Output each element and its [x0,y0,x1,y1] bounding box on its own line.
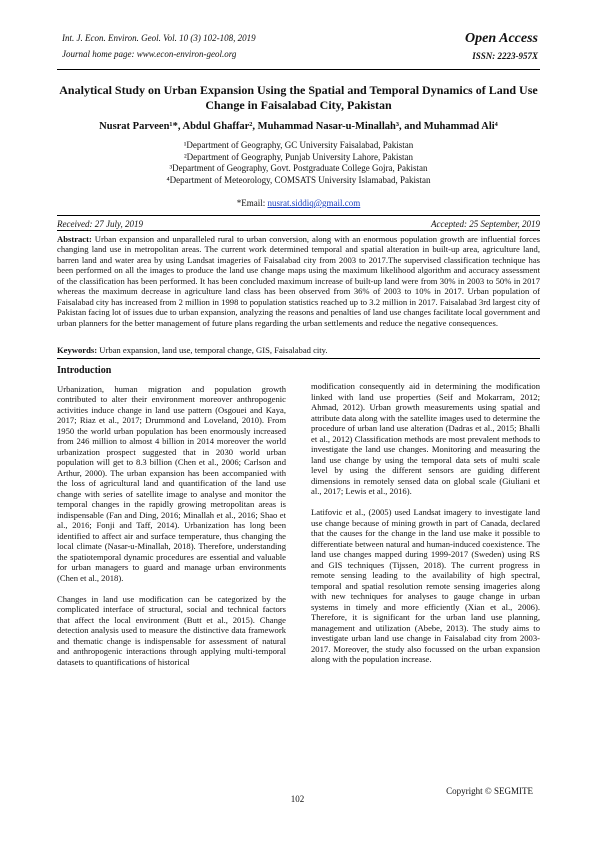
paragraph: Urbanization, human migration and population growth contributed to alter their environment moreover anthropogenic activities induce change in land use pattern (Osgouei and Kaya, 2017; Riaz et al., 2017; Drummond and Loveland, 2010). From 1950 the world urban population has been enormously increased from 246 million to almost 4 billion in 2014 moreover the world urbanization prospect suggested that in 2030 world urban population will get to 8.3 billion (Chen et al., 2006; Carlson and Arthur, 2000). The urban expansion has been accompanied with the loss of agricultural land and quantification of the land use change with series of satellite image to analyse and monitor the temporal changes in the rapidly growing metropolitan areas is indispensable (Fan and Ding, 2016; Minallah et al., 2016; Shao et al., 2016; Fonji and Taff, 2014). Urbanization has long been identified to affect air and surface temperature, thus changing the local climate (Nasar-u-Minallah, 2018). Therefore, understanding the spatiotemporal dynamic procedures are essential and valuable for urban managers to guard and manage urban environments (Chen et al., 2018). [57,383,286,583]
email-label: *Email: [236,198,268,208]
submission-dates [57,219,540,229]
abstract-text: Urban expansion and unparalleled rural to urban conversion, along with an enormous population growth are influential forces changing land use in metropolitan areas. The current work determined temporal and spatial alteration in built-up area, agriculture land, barren land and water area by using Landsat imageries of Faisalabad city from 2003 to 2017.The supervised classification technique has been performed on all the images to produce the land use change maps using the maximum likelihood algorithm and accuracy assessment of the classification has been performed. It has been concluded maximum increase of built-up land were from 30% in 2003 to 50% in 2017 whereas the maximum decrease in agriculture land class has been observed from 36% of 2003 to 10% in 2017. Urban population of Faisalabad city has increased from 2 million in 1998 to population statistics reached up to 3.2 million in 2017. Faisalabad 3rd largest city of Pakistan facing lot of issues due to urban expansion, analyzing the reasons and penalties of land use changes facilitate local government and urban planners for the better management of future plans regarding the urban settlements and reduce the negative consequences. [57,234,540,328]
journal-homepage[interactable]: Journal home page: www.econ-environ-geol.org [62,49,237,59]
keywords-divider [57,358,540,359]
author-list: Nusrat Parveen¹*, Abdul Ghaffar², Muhammad Nasar-u-Minallah³, and Muhammad Ali⁴ [99,121,498,132]
paper-title: Analytical Study on Urban Expansion Using the Spatial and Temporal Dynamics of Land Use Change in Faisalabad City, Pakistan [59,83,538,112]
paragraph: Latifovic et al., (2005) used Landsat imagery to investigate land use change because of mining growth in part of Canada, declared that the causes for the change in the land use make it possible to differentiate between natural and human-induced coexistence. The land use changes mapped during 1999-2017 (Sweden) using RS and GIS techniques (Tijssen, 2018). The current progress in remote sensing leading to the availability of high spectral, temporal and spatial resolution remote sensing imageries along with new techniques for analyses to gauge change in urban systems in timely and more efficiently (Xian et al., 2006). Therefore, it is significant for the urban land use planning, management and utilization (Abebe, 2013). The study aims to investigate urban land use change in Faisalabad city from 2003-2017. Moreover, the study also focussed on the urban expansion along with the population increase. [311,507,540,664]
keywords [57,345,540,355]
page-number: 102 [290,794,305,804]
affiliation-3: ³Department of Geography, Govt. Postgraduate College Gojra, Pakistan [169,163,428,173]
keywords-label: Keywords: [57,345,98,355]
accepted-date: Accepted: 25 September, 2019 [431,219,540,229]
journal-reference: Int. J. Econ. Environ. Geol. Vol. 10 (3) 102-108, 2019 [62,33,256,43]
issn-label: ISSN: 2223-957X [472,51,538,61]
left-column [57,366,286,678]
section-heading-introduction: Introduction [57,365,112,376]
affiliations [57,140,540,186]
corresponding-email [57,198,540,208]
access-header [465,29,538,63]
affiliation-2: ²Department of Geography, Punjab University Lahore, Pakistan [183,151,414,162]
header-divider [57,69,540,70]
paragraph: Changes in land use modification can be categorized by the complicated interface of structural, social and technical factors that affect the local environment (Butt et al., 2015). Change detection analysis used to measure the distinctive data framework and thematic change is indispensable for assessment of natural and anthropogenic interactions through applying multi-temporal datasets to quantifications of historical [57,593,286,667]
dates-top-divider [57,215,540,216]
email-link[interactable]: nusrat.siddiq@gmail.com [267,198,361,208]
right-column [311,381,540,675]
received-date: Received: 27 July, 2019 [57,219,143,229]
abstract-label: Abstract: [57,234,92,244]
affiliation-4: ⁴Department of Meteorology, COMSATS University Islamabad, Pakistan [166,174,431,185]
journal-header [62,30,256,62]
abstract [57,234,540,328]
paragraph: modification consequently aid in determining the modification linked with land use properties (Seif and Mokarram, 2012; Ahmad, 2012). Urban growth measurements using spatial and attribute data along with the satellite images used to determine the procedure of urban land use alteration (Dadras et al., 2015; Bhalli et al., 2012) Classification methods are most prevalent methods to investigate the land use changes. Monitoring and measuring the land use change by using the temporal data sets of multi scale level by using the different sensors are guiding different dimensions in remotely sensed data on global scale (Giuliani et al., 2017; Lewis et al., 2016). [311,381,540,496]
keywords-text: Urban expansion, land use, temporal change, GIS, Faisalabad city. [97,345,328,355]
dates-bottom-divider [57,230,540,231]
affiliation-1: ¹Department of Geography, GC University Faisalabad, Pakistan [183,140,414,150]
copyright-notice: Copyright © SEGMITE [446,786,533,796]
open-access-label: Open Access [465,31,538,46]
